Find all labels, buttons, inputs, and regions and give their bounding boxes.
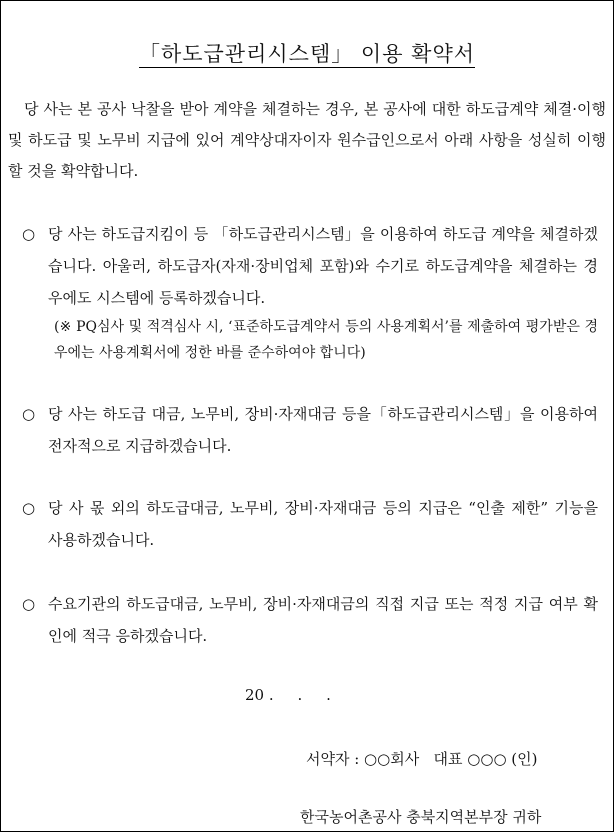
pledge-item-2-text: 당 사는 하도급 대금, 노무비, 장비·자재대금 등을「하도급관리시스템」을 이용하여 전자적으로 지급하겠습니다. (48, 405, 598, 455)
pledge-item-1-text: 당 사는 하도급지킴이 등 「하도급관리시스템」을 이용하여 하도급 계약을 체결하겠습니다. 아울러, 하도급자(자재·장비업체 포함)와 수기로 하도급계약을 체결하는 경우에도 시스템에 등록하겠습니다. (48, 225, 598, 307)
pledge-item-3 (22, 492, 598, 556)
bullet-circle: ○ (22, 499, 36, 517)
document-title: 「하도급관리시스템」 이용 확약서 (138, 42, 476, 66)
pledge-item-1 (22, 218, 598, 366)
pledge-item-2 (22, 398, 598, 462)
bullet-circle: ○ (22, 225, 36, 243)
date-line: 20 . . . (245, 686, 331, 704)
bullet-circle: ○ (22, 405, 36, 423)
pledge-item-1-note: (※ PQ심사 및 적격심사 시, ‘표준하도급계약서 등의 사용계획서’를 제출하여 평가받은 경우에는 사용계획서에 정한 바를 준수하여야 합니다) (54, 319, 598, 361)
pledge-item-4 (22, 588, 598, 652)
intro-paragraph: 당 사는 본 공사 낙찰을 받아 계약을 체결하는 경우, 본 공사에 대한 하도급계약 체결·이행 및 하도급 및 노무비 지급에 있어 계약상대자이자 원수급인으로서 아래 사항을 성실히 이행할 것을 확약합니다. (8, 100, 606, 180)
signer-line: 서약자 : ○○회사 대표 ○○○ (인) (306, 750, 538, 768)
pledge-item-4-text: 수요기관의 하도급대금, 노무비, 장비·자재대금의 직접 지급 또는 적정 지급 여부 확인에 적극 응하겠습니다. (48, 595, 598, 645)
pledge-item-3-text: 당 사 몫 외의 하도급대금, 노무비, 장비·자재대금 등의 지급은 “인출 제한” 기능을 사용하겠습니다. (48, 499, 598, 549)
bullet-circle: ○ (22, 595, 36, 613)
recipient-line: 한국농어촌공사 충북지역본부장 귀하 (300, 808, 542, 826)
